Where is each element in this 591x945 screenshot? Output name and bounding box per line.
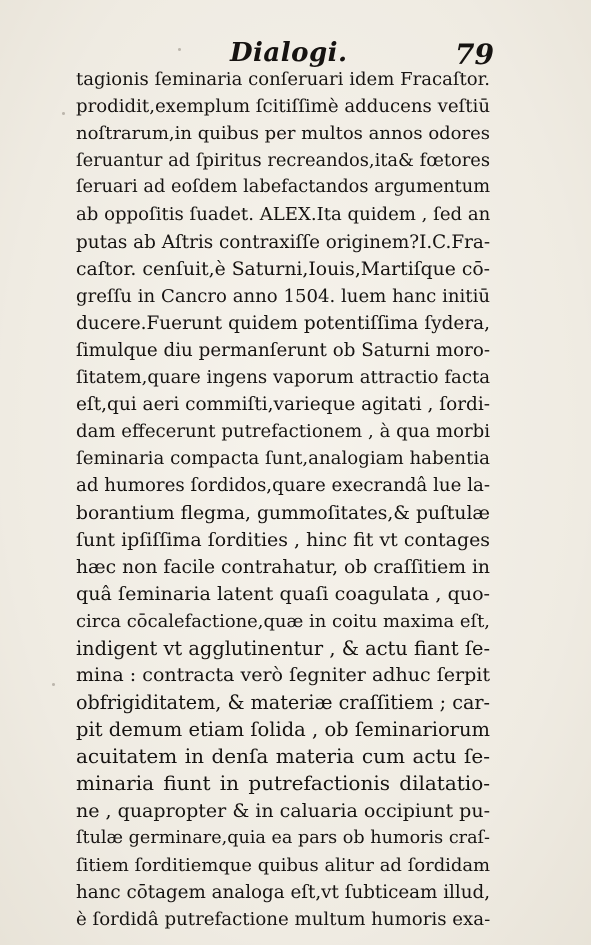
running-title: Dialogi. <box>230 38 348 68</box>
text-line: putas ab Aſtris contraxiſſe originem?I.C.Fra- <box>76 231 491 253</box>
text-line: ducere.Fuerunt quidem potentiſſima ſydera, <box>76 312 490 334</box>
text-line: indigent vt agglutinentur , & actu fiant ſe- <box>76 636 490 660</box>
text-line: dam effecerunt putrefactionem , à qua morbi <box>76 421 490 443</box>
text-line: borantium flegma, gummoſitates,& puſtulæ <box>76 502 490 524</box>
text-line: mina : contracta verò ſegniter adhuc ſerpit <box>76 664 490 687</box>
text-line: ſeruantur ad ſpiritus recreandos,ita& fœtores <box>76 150 490 172</box>
text-line: noſtrarum,in quibus per multos annos odores <box>76 123 491 145</box>
paper-speck <box>178 48 181 51</box>
text-line: ne , quapropter & in caluaria occipiunt pu- <box>76 799 490 822</box>
text-line: ad humores ſordidos,quare execrandâ lue la- <box>76 475 490 497</box>
running-head <box>0 26 591 70</box>
paper-speck <box>52 683 55 686</box>
text-line: hanc cōtagem analoga eſt,vt ſubticeam illud, <box>76 881 490 903</box>
text-line: quâ ſeminaria latent quaſi coagulata , quo- <box>76 582 490 605</box>
text-line: prodidit,exemplum ſcitiſſimè adducens veſtiū <box>76 96 490 118</box>
paper-speck <box>62 112 65 115</box>
text-line: hæc non facile contrahatur, ob craſſitiem in <box>76 556 490 578</box>
text-line: ſitatem,quare ingens vaporum attractio facta <box>76 367 490 389</box>
text-line: ſimulque diu permanſerunt ob Saturni moro- <box>76 339 490 361</box>
text-line: ab oppoſitis ſuadet. ALEX.Ita quidem , ſed an <box>76 204 491 226</box>
text-line: ſeminaria compacta ſunt,analogiam habentia <box>76 448 490 470</box>
page-number: 79 <box>455 38 494 71</box>
text-line: ſitiem ſorditiemque quibus alitur ad ſordidam <box>76 854 490 876</box>
text-line: minaria fiunt in putrefactionis dilatatio- <box>76 771 490 796</box>
text-line: ſunt ipſiſſima ſordities , hinc fit vt contages <box>76 528 490 551</box>
text-line: greſſu in Cancro anno 1504. luem hanc initiū <box>76 285 490 307</box>
text-line: ſeruari ad eoſdem labefactandos argumentum <box>76 177 490 198</box>
text-line: ſtulæ germinare,quia ea pars ob humoris craſ- <box>76 827 490 848</box>
text-line: pit demum etiam ſolida , ob ſeminariorum <box>76 718 490 742</box>
text-line: obfrigiditatem, & materiæ craſſitiem ; car- <box>76 691 490 715</box>
text-line: acuitatem in denſa materia cum actu ſe- <box>76 744 490 769</box>
text-line: tagionis ſeminaria conſeruari idem Fracaſtor. <box>76 69 490 90</box>
text-line: circa cōcalefactione,quæ in coitu maxima eſt, <box>76 610 490 632</box>
text-line: caſtor. cenſuit,è Saturni,Iouis,Martiſque cō- <box>76 258 490 280</box>
body-text <box>76 66 490 933</box>
text-line: è ſordidâ putrefactione multum humoris exa- <box>76 908 491 930</box>
text-line: eſt,qui aeri commiſti,varieque agitati , ſordi- <box>76 394 491 416</box>
